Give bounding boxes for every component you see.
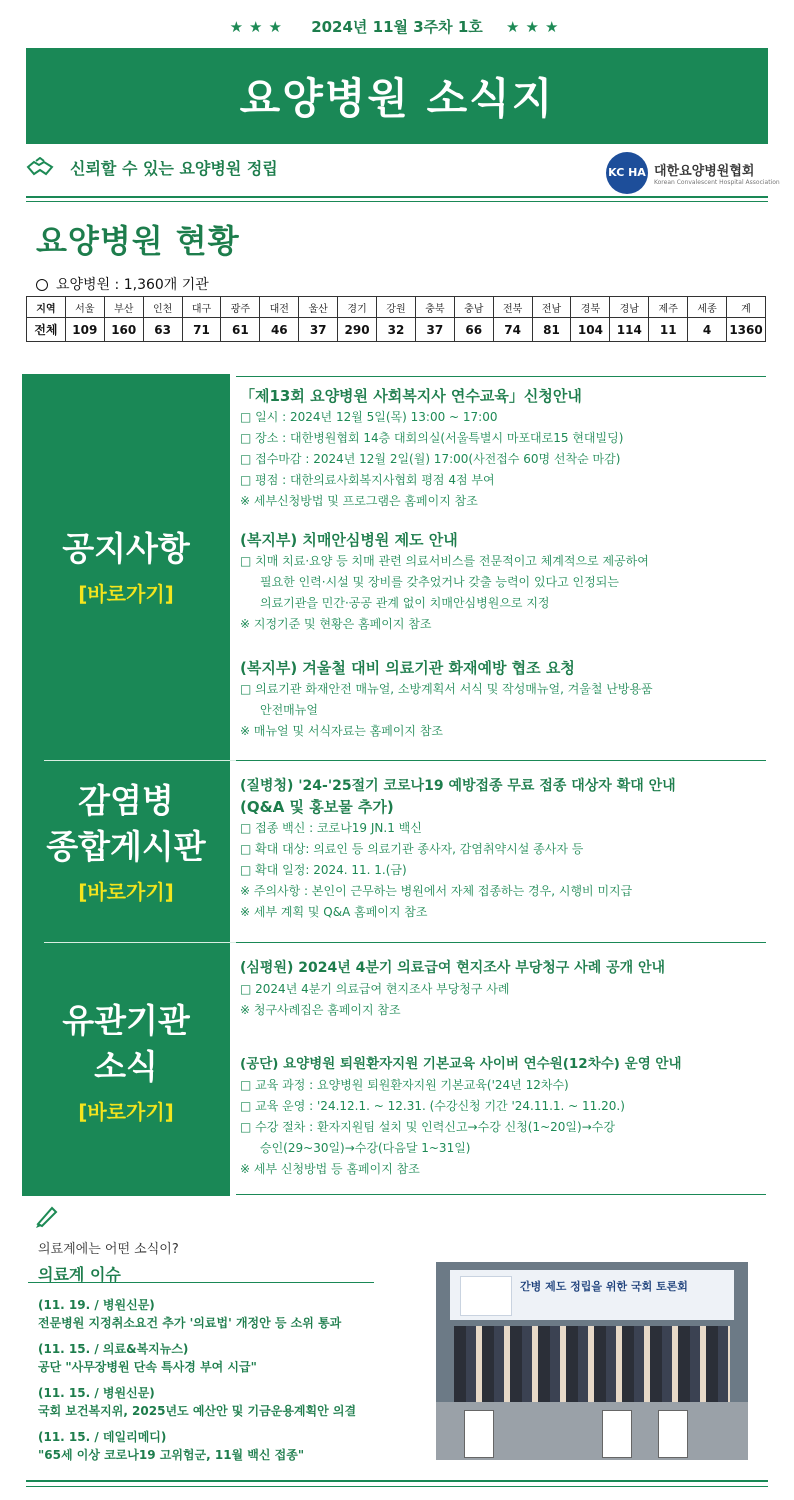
table-cell: 전체 [27, 318, 66, 342]
notice-heading: 공지사항 [62, 529, 190, 568]
table-cell: 대전 [260, 297, 299, 318]
slogan-text: 신뢰할 수 있는 요양병원 정립 [70, 159, 278, 178]
notice-line: □ 평점 : 대한의료사회복지사협회 평점 4점 부여 [240, 473, 495, 487]
table-cell: 46 [260, 318, 299, 342]
pen-icon [34, 1204, 60, 1228]
notice-line: □ 일시 : 2024년 12월 5일(목) 13:00 ~ 17:00 [240, 410, 498, 424]
table-cell: 전북 [493, 297, 532, 318]
table-cell: 인천 [143, 297, 182, 318]
related-shortcut-link[interactable]: [바로가기] [78, 1100, 174, 1124]
table-cell: 제주 [649, 297, 688, 318]
related-line: □ 수강 절차 : 환자지원팀 설치 및 인력신고→수강 신청(1~20일)→수강 [240, 1120, 615, 1134]
infection-line: □ 접종 백신 : 코로나19 JN.1 백신 [240, 821, 422, 835]
table-cell: 66 [454, 318, 493, 342]
issue-line [0, 16, 794, 37]
related-item-2 [240, 1054, 780, 1180]
table-cell: 114 [610, 318, 649, 342]
notice-item-3 [240, 658, 780, 742]
infection-heading-1: 감염병 [78, 781, 174, 820]
star-icons-right: ★★★ [506, 18, 565, 36]
bottom-divider [26, 1480, 768, 1482]
title-banner [26, 48, 768, 144]
category-sidebar [22, 374, 230, 1196]
table-cell: 울산 [299, 297, 338, 318]
table-cell: 4 [688, 318, 727, 342]
notice-line: ※ 매뉴얼 및 서식자료는 홈페이지 참조 [240, 724, 444, 738]
table-cell: 71 [182, 318, 221, 342]
table-cell: 경기 [338, 297, 377, 318]
bottom-divider [26, 1486, 768, 1487]
infection-shortcut-link[interactable]: [바로가기] [78, 880, 174, 904]
table-cell: 강원 [377, 297, 416, 318]
notice-line: ※ 지정기준 및 현황은 홈페이지 참조 [240, 617, 432, 631]
table-cell: 81 [532, 318, 571, 342]
related-line: 승인(29~30일)→수강(다음달 1~31일) [260, 1141, 471, 1155]
circle-icon [36, 279, 48, 291]
table-cell: 광주 [221, 297, 260, 318]
notice-title[interactable]: (복지부) 치매안심병원 제도 안내 [240, 531, 458, 549]
issue-item[interactable] [38, 1384, 428, 1420]
table-header-row [27, 297, 766, 318]
name-plate [602, 1410, 632, 1458]
hospital-count-label: 요양병원 : 1,360개 기관 [56, 277, 209, 293]
region-table [26, 296, 766, 342]
table-cell: 충남 [454, 297, 493, 318]
table-cell: 경남 [610, 297, 649, 318]
related-line: □ 교육 과정 : 요양병원 퇴원환자지원 기본교육('24년 12차수) [240, 1078, 569, 1092]
hospital-count [36, 274, 209, 294]
table-cell: 160 [104, 318, 143, 342]
issues-question: 의료계에는 어떤 소식이? [38, 1242, 179, 1257]
content-divider [236, 760, 766, 761]
infection-line: □ 확대 일정: 2024. 11. 1.(금) [240, 863, 407, 877]
infection-title-2: (Q&A 및 홍보물 추가) [240, 798, 394, 816]
table-cell: 계 [727, 297, 766, 318]
issue-text: 국회 보건복지위, 2025년도 예산안 및 기금운용계획안 의결 [38, 1404, 357, 1418]
related-title[interactable]: (공단) 요양병원 퇴원환자지원 기본교육 사이버 연수원(12차수) 운영 안내 [240, 1056, 682, 1072]
content-divider [236, 1194, 766, 1195]
issue-text: "65세 이상 코로나19 고위험군, 11월 백신 접종" [38, 1448, 305, 1462]
related-heading-1: 유관기관 [62, 1001, 190, 1040]
forum-photo [436, 1262, 748, 1460]
issue-number: 2024년 11월 3주차 1호 [311, 18, 483, 36]
related-category [22, 998, 230, 1125]
divider [26, 201, 768, 202]
infection-item [240, 776, 780, 923]
notice-line: 안전매뉴얼 [260, 703, 318, 717]
notice-line: □ 치매 치료·요양 등 치매 관련 의료서비스를 전문적이고 체계적으로 제공하여 [240, 554, 649, 568]
table-cell: 37 [415, 318, 454, 342]
attendees-group [454, 1326, 730, 1402]
infection-line: ※ 주의사항 : 본인이 근무하는 병원에서 자체 접종하는 경우, 시행비 미지급 [240, 884, 633, 898]
infection-line: ※ 세부 계획 및 Q&A 홈페이지 참조 [240, 905, 428, 919]
issues-divider [28, 1282, 374, 1283]
table-cell: 11 [649, 318, 688, 342]
table-cell: 104 [571, 318, 610, 342]
notice-line: 의료기관을 민간·공공 관계 없이 치매안심병원으로 지정 [260, 596, 550, 610]
table-cell: 전남 [532, 297, 571, 318]
related-item-1 [240, 958, 780, 1021]
infection-title[interactable]: (질병청) '24-'25절기 코로나19 예방접종 무료 접종 대상자 확대 안내 [240, 778, 676, 794]
table-cell: 63 [143, 318, 182, 342]
table-cell: 1360 [727, 318, 766, 342]
forum-banner-graphic [460, 1276, 512, 1316]
notice-line: □ 의료기관 화재안전 매뉴얼, 소방계획서 서식 및 작성매뉴얼, 겨울철 난방용품 [240, 682, 653, 696]
notice-line: ※ 세부신청방법 및 프로그램은 홈페이지 참조 [240, 494, 478, 508]
table-cell: 서울 [65, 297, 104, 318]
notice-category [22, 526, 230, 607]
table-row [27, 318, 766, 342]
table-cell: 부산 [104, 297, 143, 318]
issues-title: 의료계 이슈 [38, 1265, 121, 1284]
related-line: ※ 세부 신청방법 등 홈페이지 참조 [240, 1162, 420, 1176]
related-line: □ 교육 운영 : '24.12.1. ~ 12.31. (수강신청 기간 '24.11.1. ~ 11.20.) [240, 1099, 625, 1113]
table-cell: 경북 [571, 297, 610, 318]
forum-banner [450, 1270, 734, 1320]
related-line: ※ 청구사례집은 홈페이지 참조 [240, 1003, 401, 1017]
infection-heading-2: 종합게시판 [46, 827, 206, 866]
kcha-logo-icon: KC HA [606, 152, 648, 194]
slogan [26, 156, 278, 179]
org-name-en: Korean Convalescent Hospital Association [654, 179, 780, 186]
issue-date: (11. 15. / 의료&복지뉴스) [38, 1342, 189, 1356]
handshake-icon [26, 157, 54, 179]
infection-category [22, 778, 230, 905]
status-title: 요양병원 현황 [36, 222, 240, 260]
related-line: □ 2024년 4분기 의료급여 현지조사 부당청구 사례 [240, 982, 510, 996]
notice-item-2 [240, 530, 780, 635]
issue-text: 전문병원 지정취소요건 추가 '의료법' 개정안 등 소위 통과 [38, 1316, 342, 1330]
table-cell: 32 [377, 318, 416, 342]
issue-text: 공단 "사무장병원 단속 특사경 부여 시급" [38, 1360, 257, 1374]
table-cell: 109 [65, 318, 104, 342]
newsletter-title: 요양병원 소식지 [239, 74, 555, 123]
table-cell: 대구 [182, 297, 221, 318]
table-cell: 지역 [27, 297, 66, 318]
table-cell: 세종 [688, 297, 727, 318]
star-icons-left: ★★★ [229, 18, 288, 36]
table-cell: 37 [299, 318, 338, 342]
notice-shortcut-link[interactable]: [바로가기] [78, 582, 174, 606]
issue-item[interactable] [38, 1340, 428, 1376]
sidebar-divider [44, 760, 238, 761]
org-logo [606, 152, 780, 194]
notice-line: □ 장소 : 대한병원협회 14층 대회의실(서울특별시 마포대로15 현대빌딩) [240, 431, 624, 445]
issue-date: (11. 19. / 병원신문) [38, 1298, 155, 1312]
notice-item-1 [240, 386, 780, 512]
divider [26, 196, 768, 198]
name-plate [464, 1410, 494, 1458]
related-heading-2: 소식 [94, 1047, 158, 1086]
name-plate [658, 1410, 688, 1458]
notice-title[interactable]: (복지부) 겨울철 대비 의료기관 화재예방 협조 요청 [240, 659, 575, 677]
notice-line: □ 접수마감 : 2024년 12월 2일(월) 17:00(사전접수 60명 선착순 마감) [240, 452, 621, 466]
content-divider [236, 376, 766, 377]
table-cell: 74 [493, 318, 532, 342]
table-cell: 290 [338, 318, 377, 342]
table-cell: 61 [221, 318, 260, 342]
table-cell: 충북 [415, 297, 454, 318]
sidebar-divider [44, 942, 238, 943]
notice-line: 필요한 인력·시설 및 장비를 갖추었거나 갖출 능력이 있다고 인정되는 [260, 575, 619, 589]
issue-item[interactable] [38, 1428, 428, 1464]
infection-line: □ 확대 대상: 의료인 등 의료기관 종사자, 감염취약시설 종사자 등 [240, 842, 584, 856]
content-divider [236, 942, 766, 943]
forum-caption: 간병 제도 정립을 위한 국회 토론회 [520, 1280, 688, 1293]
notice-title[interactable]: 「제13회 요양병원 사회복지사 연수교육」신청안내 [240, 387, 582, 405]
related-title[interactable]: (심평원) 2024년 4분기 의료급여 현지조사 부당청구 사례 공개 안내 [240, 960, 666, 976]
issue-date: (11. 15. / 데일리메디) [38, 1430, 167, 1444]
org-name: 대한요양병원협회 [654, 164, 755, 179]
issue-date: (11. 15. / 병원신문) [38, 1386, 155, 1400]
issue-item[interactable] [38, 1296, 428, 1332]
